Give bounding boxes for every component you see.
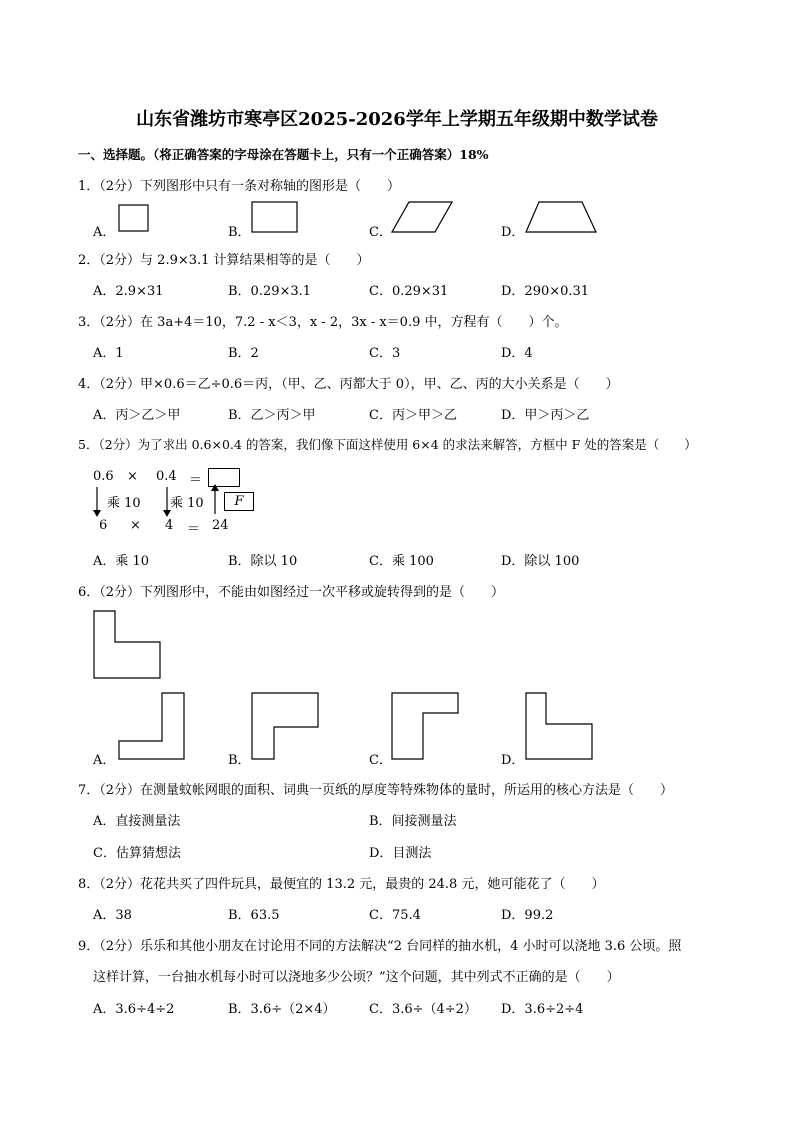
q7-option-d[interactable]: D．目测法 <box>369 846 432 861</box>
q1-option-b[interactable]: B． <box>228 225 251 240</box>
q7-option-a[interactable]: A．直接测量法 <box>93 814 181 829</box>
q1-option-c[interactable]: C． <box>369 225 392 240</box>
q6-option-a[interactable]: A． <box>93 753 116 768</box>
fig-num-6: 6 <box>99 518 108 533</box>
q2-option-d[interactable]: D．290×0.31 <box>501 284 590 299</box>
q2-option-b[interactable]: B．0.29×3.1 <box>228 284 312 299</box>
q3-option-a[interactable]: A．1 <box>93 346 124 361</box>
fig-arrow2-label: 乘 10 <box>170 496 204 511</box>
fig-f-box: F <box>224 492 254 511</box>
q9-option-d[interactable]: D．3.6÷2÷4 <box>501 1002 584 1017</box>
fig-times-1: × <box>127 469 138 484</box>
section-heading: 一、选择题。（将正确答案的字母涂在答题卡上，只有一个正确答案）18% <box>78 147 489 162</box>
page-title: 山东省潍坊市寒亭区2025-2026学年上学期五年级期中数学试卷 <box>136 109 658 130</box>
question-9-line-2: 这样计算，一台抽水机每小时可以浇地多少公顷？”这个问题，其中列式不正确的是（ ） <box>93 970 620 985</box>
fig-equals-1: ＝ <box>189 473 203 488</box>
question-9-line-1: 9．（2分）乐乐和其他小朋友在讨论用不同的方法解决“2 台同样的抽水机，4 小时可以浇地 3.6 公顷。照 <box>78 939 682 954</box>
q8-option-b[interactable]: B．63.5 <box>228 908 280 923</box>
question-5: 5．（2分）为了求出 0.6×0.4 的答案，我们像下面这样使用 6×4 的求法来解答，方框中 F 处的答案是（ ） <box>78 437 697 452</box>
q6-option-b-shape <box>251 692 321 762</box>
question-3: 3．（2分）在 3a+4＝10，7.2 - x＜3，x - 2，3x - x＝0.9 中，方程有（ ）个。 <box>78 315 568 330</box>
q5-option-c[interactable]: C．乘 100 <box>369 554 434 569</box>
q6-reference-l-shape <box>93 610 163 680</box>
fig-equals-2: ＝ <box>187 522 201 537</box>
q3-option-d[interactable]: D．4 <box>501 346 533 361</box>
q6-option-c[interactable]: C． <box>369 753 392 768</box>
q8-option-c[interactable]: C．75.4 <box>369 908 421 923</box>
question-8: 8．（2分）花花共买了四件玩具，最便宜的 13.2 元，最贵的 24.8 元，她可能花了（ ） <box>78 877 605 892</box>
q8-option-d[interactable]: D．99.2 <box>501 908 554 923</box>
fig-num-4: 4 <box>165 518 174 533</box>
q3-option-b[interactable]: B．2 <box>228 346 259 361</box>
q2-option-c[interactable]: C．0.29×31 <box>369 284 449 299</box>
q5-option-d[interactable]: D．除以 100 <box>501 554 580 569</box>
q1-option-d[interactable]: D． <box>501 225 525 240</box>
q4-option-d[interactable]: D．甲＞丙＞乙 <box>501 408 590 423</box>
q1-option-a[interactable]: A． <box>93 225 116 240</box>
q8-option-a[interactable]: A．38 <box>93 908 132 923</box>
fig-arrow1-label: 乘 10 <box>107 496 141 511</box>
q9-option-b[interactable]: B．3.6÷（2×4） <box>228 1002 336 1017</box>
q2-option-a[interactable]: A．2.9×31 <box>93 284 164 299</box>
question-4: 4．（2分）甲×0.6＝乙÷0.6＝丙，（甲、乙、丙都大于 0），甲、乙、丙的大小关系是（ ） <box>78 377 619 392</box>
question-6: 6．（2分）下列图形中，不能由如图经过一次平移或旋转得到的是（ ） <box>78 585 505 600</box>
fig-num-0-4: 0.4 <box>156 469 177 484</box>
q7-option-c[interactable]: C．估算猜想法 <box>93 846 181 861</box>
question-2: 2．（2分）与 2.9×3.1 计算结果相等的是（ ） <box>78 253 370 268</box>
q1-rectangle-shape <box>251 201 299 234</box>
q6-option-c-shape <box>391 692 461 762</box>
q6-option-d-shape <box>525 692 595 762</box>
q7-option-b[interactable]: B．间接测量法 <box>369 814 457 829</box>
fig-num-0-6: 0.6 <box>93 469 114 484</box>
q1-parallelogram-shape <box>391 201 453 234</box>
q6-option-b[interactable]: B． <box>228 753 251 768</box>
q9-option-a[interactable]: A．3.6÷4÷2 <box>93 1002 175 1017</box>
q4-option-c[interactable]: C．丙＞甲＞乙 <box>369 408 457 423</box>
question-1: 1．（2分）下列图形中只有一条对称轴的图形是（ ） <box>78 179 401 194</box>
q5-option-a[interactable]: A．乘 10 <box>93 554 150 569</box>
q6-option-d[interactable]: D． <box>501 753 525 768</box>
q5-option-b[interactable]: B．除以 10 <box>228 554 298 569</box>
q6-option-a-shape <box>118 692 188 762</box>
q4-option-a[interactable]: A．丙＞乙＞甲 <box>93 408 181 423</box>
q5-calculation-figure <box>90 462 260 537</box>
fig-times-2: × <box>130 518 141 533</box>
q9-option-c[interactable]: C．3.6÷（4÷2） <box>369 1002 477 1017</box>
q4-option-b[interactable]: B．乙＞丙＞甲 <box>228 408 316 423</box>
q1-trapezoid-shape <box>525 201 597 234</box>
fig-num-24: 24 <box>212 518 229 533</box>
q1-square-shape <box>118 204 150 232</box>
question-7: 7．（2分）在测量蚊帐网眼的面积、词典一页纸的厚度等特殊物体的量时，所运用的核心方法是（ ） <box>78 783 674 798</box>
q3-option-c[interactable]: C．3 <box>369 346 401 361</box>
